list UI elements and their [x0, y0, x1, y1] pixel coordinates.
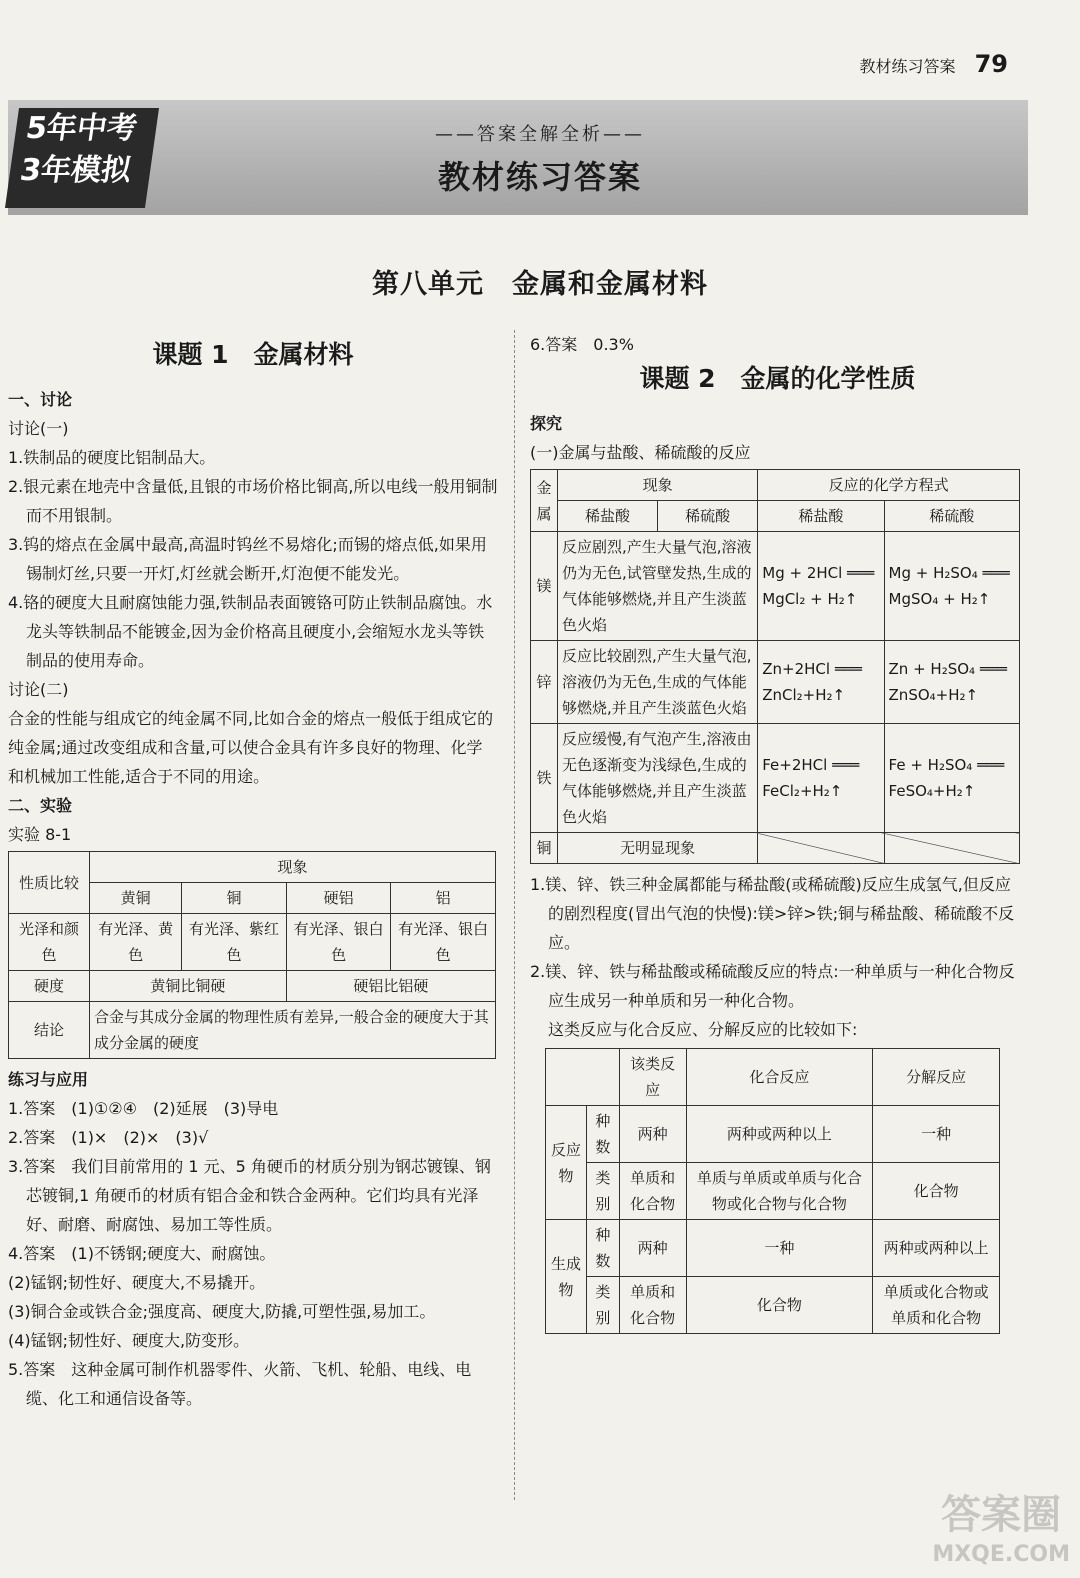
- answer-item: 2.银元素在地壳中含量低,且银的市场价格比铜高,所以电线一般用铜制而不用银制。: [8, 477, 498, 525]
- banner-title: 教材练习答案: [437, 158, 642, 196]
- unit-title: 第八单元 金属和金属材料: [372, 269, 708, 300]
- answer-item: 2.镁、锌、铁与稀盐酸或稀硫酸反应的特点:一种单质与一种化合物反应生成另一种单质和另一种化合物。: [530, 962, 1015, 1010]
- subheading: 讨论(一): [8, 419, 69, 438]
- answer-item: 3.答案 我们目前常用的 1 元、5 角硬币的材质分别为钢芯镀镍、钢芯镀铜,1 角硬币的材质有铝合金和铁合金两种。它们均具有光泽好、耐磨、耐腐蚀、易加工等性质。: [8, 1157, 491, 1234]
- answer-item: 4.答案 (1)不锈钢;硬度大、耐腐蚀。: [8, 1244, 276, 1263]
- lesson-1-title: 课题 1 金属材料: [152, 340, 354, 369]
- section-heading: 探究: [530, 414, 563, 433]
- left-column: [8, 335, 498, 1413]
- answer-item: 4.铬的硬度大且耐腐蚀能力强,铁制品表面镀铬可防止铁制品腐蚀。水龙头等铁制品不能镀金,因为金价格高且硬度小,会缩短水龙头等铁制品的使用寿命。: [8, 593, 493, 670]
- lesson-2-title: 课题 2 金属的化学性质: [639, 364, 916, 393]
- section-heading: 练习与应用: [8, 1070, 89, 1089]
- right-column: [530, 330, 1025, 1334]
- alloy-table: 性质比较 现象 黄铜 铜 硬铝 铝 光泽和颜色 有光泽、黄色 有光泽、紫红色 有光泽、银白色 有光泽、银白色 硬度 黄铜比铜硬 硬铝比铝硬 结论 合金与其成分金属的物理性质有差异,一般合金的硬度大于其成分金属的硬度: [8, 851, 496, 1059]
- brand-logo: 5年中考 3年模拟: [5, 108, 159, 208]
- metal-acid-table: 金属 现象 反应的化学方程式 稀盐酸 稀硫酸 稀盐酸 稀硫酸 镁 反应剧烈,产生大量气泡,溶液仍为无色,试管壁发热,生成的气体能够燃烧,并且产生淡蓝色火焰 Mg + 2HCl ═══ MgCl₂ + H₂↑ Mg + H₂SO₄ ═══ MgSO₄ + H₂↑ 锌 反应比较剧烈,产生大量气泡,溶液仍为无色,生成的气体能够燃烧,并且产生淡蓝色火焰 Zn+2HCl ═══ ZnCl₂+H₂↑ Zn + H₂SO₄ ═══ ZnSO₄+H₂↑ 铁 反应缓慢,有气泡产生,溶液由无色逐渐变为浅绿色,生成的气体能够燃烧,并且产生淡蓝色火焰 Fe+2HCl ═══ FeCl₂+H₂↑ Fe + H₂SO₄ ═══ FeSO₄+H₂↑ 铜 无明显现象: [530, 469, 1020, 864]
- reaction-compare-table: 该类反应 化合反应 分解反应 反应物 种数 两种 两种或两种以上 一种 类别 单质和化合物 单质与单质或单质与化合物或化合物与化合物 化合物 生成物 种数 两种 一种 两种或两种以上 类别 单质和化合物 化合物 单质或化合物或单质和化合物: [545, 1048, 1000, 1334]
- answer-item: 1.镁、锌、铁三种金属都能与稀盐酸(或稀硫酸)反应生成氢气,但反应的剧烈程度(冒出气泡的快慢):镁>锌>铁;铜与稀盐酸、稀硫酸不反应。: [530, 875, 1015, 952]
- banner-subtitle: ——答案全解全析——: [435, 124, 645, 145]
- running-title: 教材练习答案: [859, 57, 956, 76]
- answer-item: 1.铁制品的硬度比铝制品大。: [8, 448, 216, 467]
- watermark: 答案圈 MXQE.COM: [932, 1492, 1070, 1567]
- section-heading: 二、实验: [8, 796, 73, 815]
- answer-item: 这类反应与化合反应、分解反应的比较如下:: [548, 1020, 858, 1039]
- answer-item: (3)铜合金或铁合金;强度高、硬度大,防撬,可塑性强,易加工。: [8, 1302, 436, 1321]
- column-divider: [514, 330, 515, 1500]
- answer-item: 1.答案 (1)①②④ (2)延展 (3)导电: [8, 1099, 279, 1118]
- answer-item: 3.钨的熔点在金属中最高,高温时钨丝不易熔化;而锡的熔点低,如果用锡制灯丝,只要一开灯,灯丝就会断开,灯泡便不能发光。: [8, 535, 487, 583]
- page-number: 79: [974, 50, 1008, 78]
- answer-item: 合金的性能与组成它的纯金属不同,比如合金的熔点一般低于组成它的纯金属;通过改变组成和含量,可以使合金具有许多良好的物理、化学和机械加工性能,适合于不同的用途。: [8, 709, 494, 786]
- subheading: (一)金属与盐酸、稀硫酸的反应: [530, 443, 751, 462]
- answer-item: (2)锰钢;韧性好、硬度大,不易撬开。: [8, 1273, 266, 1292]
- answer-item: 5.答案 这种金属可制作机器零件、火箭、飞机、轮船、电线、电缆、化工和通信设备等。: [8, 1360, 472, 1408]
- answer-item: (4)锰钢;韧性好、硬度大,防变形。: [8, 1331, 250, 1350]
- section-heading: 一、讨论: [8, 390, 73, 409]
- answer-item: 2.答案 (1)× (2)× (3)√: [8, 1128, 209, 1147]
- running-header: [859, 50, 1008, 78]
- answer-item: 6.答案 0.3%: [530, 335, 634, 354]
- subheading: 实验 8-1: [8, 825, 72, 844]
- subheading: 讨论(二): [8, 680, 69, 699]
